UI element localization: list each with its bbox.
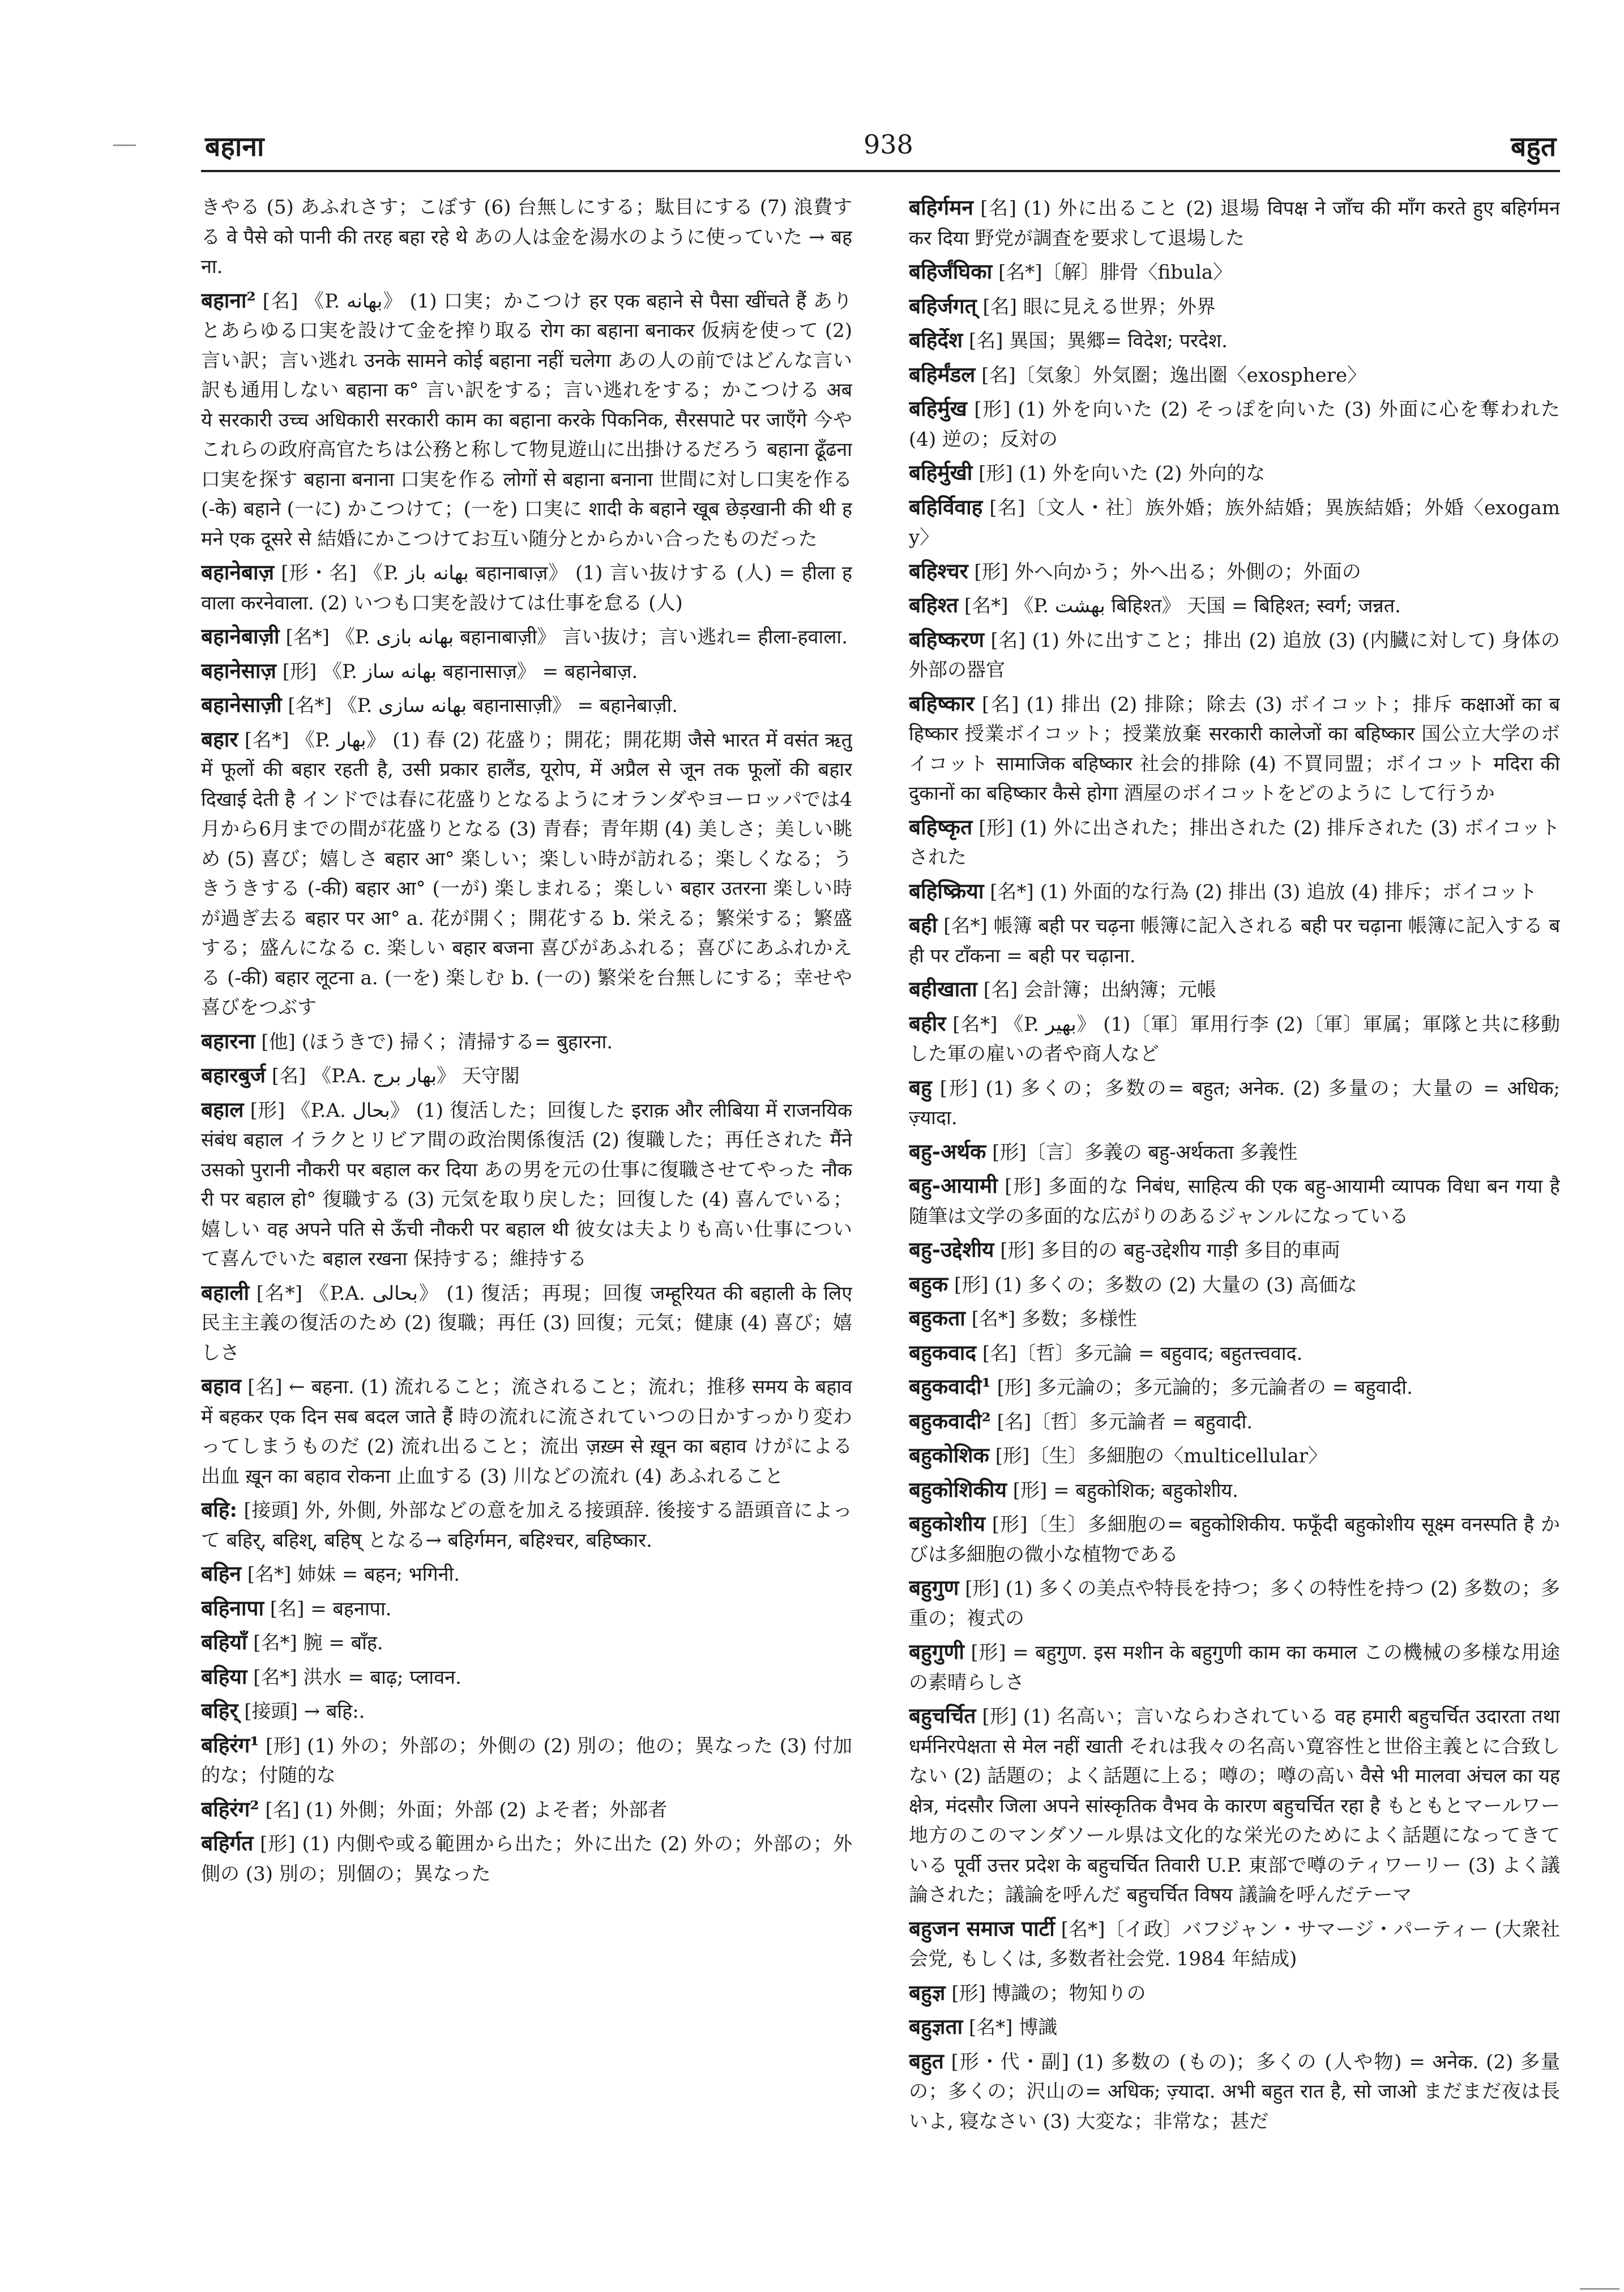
dictionary-entry [909,1009,1560,1069]
entry-definition: [形] (1) 外を向いた (2) 外向的な [978,462,1266,485]
entry-definition: [形] (1) 名高い；言いならわされている वह हमारी बहुचर्चित उदारता तथा धर्मनिरपेक्षता से मेल नहीं खाती それは我々の名高い寛容性と世俗主義とに合致しない (2) 話題の；よく話題に上る；噂の；噂の高い वैसे भी मालवा अंचल का यह क्षेत्र, मंदसौर जिला अपने सांस्कृतिक वैभव के कारण बहुचर्चित रहा है もともとマールワー地方のこのマンダソール県は文化的な栄光のためによく話題になってきている पूर्वी उत्तर प्रदेश के बहुचर्चित तिवारी U.P. 東部で噂のティワーリー (3) よく議論された；議論を呼んだ बहुचर्चित विषय 議論を呼んだテーマ [909,1705,1560,1906]
dictionary-entry [909,1440,1560,1471]
entry-definition: [名*] 多数；多様性 [971,1308,1138,1330]
header-rule [201,170,1560,172]
dictionary-entry [909,1406,1560,1437]
dictionary-entry [201,1095,852,1274]
entry-definition: [名*] 姉妹 = बहन; भगिनी. [247,1563,460,1586]
entry-definition: [形]〔生〕多細胞の= बहुकोशिकीय. फफूँदी बहुकोशीय सूक्ष्म वनस्पति है かびは多細胞の微小な植物である [909,1513,1560,1566]
dictionary-entry [909,1303,1560,1334]
entry-definition: [名*] 《P. بهانه سازی बहानासाज़ी》 = बहानेबाज़ी. [288,694,678,717]
dictionary-entry [909,360,1560,391]
entry-headword: बहिया [201,1663,247,1689]
dictionary-entry [909,876,1560,907]
entry-definition: [名] 会計簿；出納簿；元帳 [983,979,1217,1001]
entry-headword: बहियाँ [201,1629,247,1654]
entry-headword: बहिर्मुखी [909,460,973,485]
entry-headword: बहानेसाज़ [201,658,276,683]
dictionary-entry [909,1137,1560,1168]
entry-headword: बहिरंग¹ [201,1732,259,1757]
dictionary-entry [201,1060,852,1091]
entry-definition: [名*] (1) 外面的な行為 (2) 排出 (3) 追放 (4) 排斥；ボイコット [990,880,1537,903]
entry-definition: [名] ← बहना. (1) 流れること；流されること；流れ；推移 समय के बहाव में बहकर एक दिन सब बदल जाते हैं 時の流れに流されていつの日かすっかり変わってしまうものだ (2) 流れ出ること；流出 ज़ख़्म से ख़ून का बहाव けがによる出血 ख़ून का बहाव रोकना 止血する (3) 川などの流れ (4) あふれること [201,1376,852,1488]
dictionary-entry [201,1627,852,1658]
dictionary-entry [909,2012,1560,2043]
entry-definition: [形] = बहुकोशिक; बहुकोशीय. [1012,1479,1238,1502]
dictionary-entry [909,394,1560,454]
entry-headword: बहुकवादी¹ [909,1374,991,1399]
entry-definition: [名*] 腕 = बाँह. [253,1632,383,1654]
entry-definition: [名]〔文人・社〕族外婚；族外結婚；異族結婚；外婚〈exogamy〉 [909,496,1560,549]
entry-headword: बहुकोशीय [909,1511,985,1536]
dictionary-entry [909,812,1560,873]
entry-definition: [名*] 《P. بهانه بازی बहानाबाज़ी》 言い抜け；言い逃れ= हीला-हवाला. [285,626,848,648]
dictionary-entry [201,557,852,618]
entry-headword: बहानेबाज़ [201,560,275,584]
dictionary-entry [909,910,1560,971]
entry-definition: [名*] 洪水 = बाढ़; प्लावन. [253,1666,461,1689]
dictionary-entry [201,1026,852,1057]
entry-definition: [名]〔哲〕多元論者 = बहुवादी. [997,1410,1253,1433]
entry-definition: [名] 《P. بهانه》 (1) 口実；かこつけ हर एक बहाने से पैसा खींचते हैं ありとあらゆる口実を設けて金を搾り取る रोग का बहाना बनाकर 仮病を使って (2) 言い訳；言い逃れ उनके सामने कोई बहाना नहीं चलेगा あの人の前ではどんな言い訳も通用しない बहाना क° 言い訳をする；言い逃れをする；かこつける अब ये सरकारी उच्च अधिकारी सरकारी काम का बहाना करके पिकनिक, सैरसपाटे पर जाएँगे 今やこれらの政府高官たちは公務と称して物見遊山に出掛けるだろう बहाना ढूँढना 口実を探す बहाना बनाना 口実を作る लोगों से बहाना बनाना 世間に対し口実を作る (-के) बहाने (一に) かこつけて；(一を) 口実に शादी के बहाने खूब छेड़खानी की थी हमने एक दूसरे से 結婚にかこつけてお互い随分とからかい合ったものだった [201,289,852,550]
entry-headword: बहिष्कृत [909,814,973,839]
dictionary-entry [909,1509,1560,1569]
entry-headword: बहानेसाज़ी [201,692,282,717]
entry-definition: [名] 異国；異郷= विदेश; परदेश. [968,330,1228,352]
entry-definition: [形] (1) 多くの；多数の= बहुत; अनेक. (2) 多量の；大量の = अधिक; ज़्यादा. [909,1077,1560,1129]
dictionary-entry [909,2046,1560,2137]
entry-headword: बहुज्ञता [909,2014,963,2039]
entry-headword: बहुकोशिक [909,1442,989,1467]
running-head-left: बहाना [205,131,264,163]
dictionary-entry [201,1371,852,1491]
dictionary-entry [201,1278,852,1368]
entry-headword: बहिश्त [909,592,959,617]
page-number: 938 [864,129,913,160]
entry-definition: [名] (1) 排出 (2) 排除；除去 (3) ボイコット；排斥 कक्षाओं का बहिष्कार 授業ボイコット；授業放棄 सरकारी कालेजों का बहिष्कार 国公立大学のボイコット सामाजिक बहिष्कार 社会的排除 (4) 不買同盟；ボイコット मदिरा की दुकानों का बहिष्कार कैसे होगा 酒屋のボイコットをどのように して行うか [909,693,1560,805]
scan-mark [1580,2288,1619,2290]
entry-headword: बहिश्चर [909,558,968,583]
entry-definition: [形] (1) 外に出された；排出された (2) 排斥された (3) ボイコットされた [909,816,1560,869]
entry-definition: [名*]〔解〕腓骨〈fibula〉 [998,261,1233,284]
entry-headword: बहारबुर्ज [201,1062,266,1087]
right-column [909,193,1560,2277]
entry-headword: बहुकवादी² [909,1408,991,1433]
dictionary-entry [909,291,1560,322]
entry-headword: बहिर्गमन [909,195,973,220]
dictionary-entry [201,1559,852,1590]
entry-definition: [形]〔生〕多細胞の〈multicellular〉 [995,1445,1328,1467]
left-column [201,193,852,2277]
entry-definition: [名] (1) 外側；外面；外部 (2) よそ者；外部者 [265,1798,668,1821]
dictionary-entry [909,689,1560,809]
entry-headword: बहुत [909,2048,944,2073]
entry-headword: बहुगुणी [909,1639,964,1664]
dictionary-entry [909,625,1560,685]
entry-headword: बहिनापा [201,1595,264,1620]
entry-definition: [名*] 博識 [968,2016,1058,2039]
entry-definition: [形] (1) 外の；外部の；外側の (2) 別の；他の；異なった (3) 付加的な；付随的な [201,1734,852,1787]
entry-definition: [形] 多目的の बहु-उद्देशीय गाड़ी 多目的車両 [1000,1239,1340,1262]
dictionary-entry [909,590,1560,621]
entry-definition: [形] 《P. بهانه ساز बहानासाज़》 = बहानेबाज़. [282,660,638,683]
entry-headword: बहुज्ञ [909,1979,946,2005]
entry-headword: बहिष्करण [909,626,984,652]
entry-definition: [名]〔哲〕多元論 = बहुवाद; बहुतत्त्ववाद. [982,1342,1303,1365]
entry-definition: [形] (1) 多くの；多数の (2) 大量の (3) 高価な [954,1273,1357,1296]
entry-definition: [名] 《P.A. بهار برج》 天守閣 [271,1065,520,1087]
entry-headword: बहाव [201,1373,241,1398]
entry-headword: बहुकता [909,1305,965,1330]
entry-headword: बहिन [201,1561,241,1586]
entry-definition: [形] 外へ向かう；外へ出る；外側の；外面の [974,560,1361,583]
entry-definition: [接頭] 外, 外側, 外部などの意を加える接頭辞. 後接する語頭音によって बहिर्, बहिश्, बहिष् となる→ बहिर्गमन, बहिश्चर, बहिष्कार. [201,1499,852,1552]
dictionary-entry [909,1235,1560,1266]
dictionary-entry [201,724,852,1023]
running-head-right: बहुत [1511,131,1557,163]
dictionary-entry [909,1171,1560,1231]
entry-headword: बहिर्जंघिका [909,259,993,284]
dictionary-entry [909,1701,1560,1910]
entry-definition: [形・名] 《P. بهانه باز बहानाबाज़》 (1) 言い抜けする (人) = हीला हवाला करनेवाला. (2) いつも口実を設けては仕事を怠る (人) [201,562,852,614]
dictionary-entry [909,325,1560,356]
entry-headword: बहारना [201,1028,255,1053]
entry-headword: बही [909,912,938,937]
entry-definition: [名*] 《P. بهشت बिहिश्त》 天国 = बिहिश्त; स्वर्ग; जन्नत. [964,595,1401,617]
entry-headword: बहि: [201,1497,238,1522]
entry-definition: [名] (1) 外に出すこと；排出 (2) 追放 (3) (内臓に対して) 身体の外部の器官 [909,629,1560,681]
entry-headword: बहिर् [201,1698,238,1723]
dictionary-entry [909,1073,1560,1133]
entry-headword: बहुकवाद [909,1339,976,1365]
dictionary-entry [909,1372,1560,1403]
entry-headword: बहार [201,726,238,752]
dictionary-entry [909,1338,1560,1369]
entry-headword: बहुगुण [909,1575,959,1600]
entry-definition: [名*] 《P. بهار》 (1) 春 (2) 花盛り；開花；開花期 जैसे भारत में वसंत ऋतु में फूलों की बहार रहती है, उसी प्रकार हालैंड, यूरोप, में अप्रैल से जून तक फूलों की बहार दिखाई देती है インドでは春に花盛りとなるようにオランダやヨーロッパでは4月から6月までの間が花盛りとなる (3) 青春；青年期 (4) 美しさ；美しい眺め (5) 喜び；嬉しさ बहार आ° 楽しい；楽しい時が訪れる；楽しくなる；うきうきする (-की) बहार आ° (一が) 楽しまれる；楽しい बहार उतरना 楽しい時が過ぎ去る बहार पर आ° a. 花が開く；開花する b. 栄える；繁栄する；繁盛する；盛んになる c. 楽しい बहार बजना 喜びがあふれる；喜びにあふれかえる (-की) बहार लूटना a. (一を) 楽しむ b. (一の) 繁栄を台無しにする；幸せや喜びをつぶす [201,728,852,1019]
dictionary-entry [909,1978,1560,2009]
entry-definition: [形] (1) 多くの美点や特長を持つ；多くの特性を持つ (2) 多数の；多重の；複式の [909,1577,1560,1630]
dictionary-entry [201,690,852,721]
entry-headword: बहुक [909,1271,948,1296]
entry-headword: बहीर [909,1010,946,1036]
entry-definition: [接頭] → बहि:. [244,1700,365,1723]
entry-headword: बहु-अर्थक [909,1138,986,1164]
entry-definition: [形・代・副] (1) 多数の (もの)；多くの (人や物) = अनेक. (2) 多量の；多くの；沢山の= अधिक; ज़्यादा. अभी बहुत रात है, सो जाओ まだまだ夜は長いよ, 寝なさい (3) 大変な；非常な；甚だ [909,2050,1560,2133]
entry-definition: [名*] 帳簿 बही पर चढ़ना 帳簿に記入される बही पर चढ़ाना 帳簿に記入する बही पर टाँकना = बही पर चढ़ाना. [909,915,1560,967]
dictionary-entry [909,492,1560,553]
dictionary-entry [201,1828,852,1889]
entry-headword: बहुचर्चित [909,1703,976,1728]
entry-definition: [名] = बहनापा. [270,1597,392,1620]
dictionary-entry [201,1730,852,1791]
entry-headword: बहिर्देश [909,327,963,352]
dictionary-entry [201,621,852,652]
dictionary-entry [909,556,1560,587]
entry-definition: [形] = बहुगुण. इस मशीन के बहुगुणी काम का कमाल この機械の多様な用途の素晴らしさ [909,1641,1560,1694]
entry-definition: [名] 眼に見える世界；外界 [982,295,1216,318]
dictionary-entry [909,1475,1560,1506]
entry-definition: [形] 《P.A. بحال》 (1) 復活した；回復した इराक़ और लीबिया में राजनयिक संबंध बहाल イラクとリビア間の政治関係復活 (2) 復職した；再任された मैंने उसको पुरानी नौकरी पर बहाल कर दिया あの男を元の仕事に復職させてやった नौकरी पर बहाल हो° 復職する (3) 元気を取り戻した；回復した (4) 喜んでいる；嬉しい वह अपने पति से ऊँची नौकरी पर बहाल थी 彼女は夫よりも高い仕事について喜んでいた बहाल रखना 保持する；維持する [201,1099,852,1270]
dictionary-entry [909,257,1560,288]
dictionary-entry [909,1269,1560,1300]
entry-headword: बहिर्जगत् [909,293,977,318]
dictionary-entry [201,1794,852,1825]
entry-definition: [形] 多元論の；多元論的；多元論者の = बहुवादी. [997,1376,1413,1399]
entry-definition: [名*] 《P. بهیر》 (1)〔軍〕軍用行李 (2)〔軍〕軍属；軍隊と共に移動した軍の雇いの者や商人など [909,1013,1560,1065]
entry-definition: [名] (1) 外に出ること (2) 退場 विपक्ष ने जाँच की माँग करते हुए बहिर्गमन कर दिया 野党が調査を要求して退場した [909,197,1560,250]
entry-definition: [名]〔気象〕外気圏；逸出圏〈exosphere〉 [981,364,1367,387]
entry-definition: [名*]〔イ政〕バフジャン・サマージ・パーティー (大衆社会党, もしくは, 多数者社会党. 1984 年結成) [909,1918,1560,1970]
dictionary-entry [201,1593,852,1624]
entry-definition: [形] (1) 外を向いた (2) そっぽを向いた (3) 外面に心を奪われた (4) 逆の；反対の [909,398,1560,451]
dictionary-entry [909,974,1560,1005]
entry-definition: きやる (5) あふれさす；こぼす (6) 台無しにする；駄目にする (7) 浪費する वे पैसे को पानी की तरह बहा रहे थे あの人は金を湯水のように使っていた → बहना. [201,196,852,278]
dictionary-entry [201,656,852,687]
entry-headword: बहिर्मुख [909,396,967,421]
entry-definition: [形] 博識の；物知りの [951,1982,1146,2005]
entry-headword: बहाली [201,1279,250,1305]
dictionary-entry [909,193,1560,253]
dictionary-entry [201,1662,852,1693]
entry-definition: [形]〔言〕多義の बहु-अर्थकता 多義性 [992,1141,1298,1164]
entry-headword: बहिर्विवाह [909,494,983,519]
entry-headword: बहु-आयामी [909,1173,998,1198]
entry-headword: बहु [909,1074,932,1100]
dictionary-entry [201,1696,852,1727]
entry-definition: [形] 多面的な निबंध, साहित्य की एक बहु-आयामी व्यापक विधा बन गया है 随筆は文学の多面的な広がりのあるジャンルになっている [909,1175,1560,1228]
dictionary-entry [201,285,852,554]
entry-headword: बहिरंग² [201,1796,259,1821]
entry-headword: बहु-उद्देशीय [909,1237,994,1262]
entry-headword: बहिर्मंडल [909,361,976,387]
dictionary-entry [201,193,852,282]
entry-definition: [形] (1) 内側や或る範囲から出た；外に出た (2) 外の；外部の；外側の (3) 別の；別個の；異なった [201,1833,852,1885]
dictionary-entry [909,458,1560,489]
dictionary-entry [909,1637,1560,1697]
entry-headword: बहिष्क्रिया [909,878,984,903]
entry-headword: बहुकोशिकीय [909,1476,1007,1502]
dictionary-entry [909,1573,1560,1633]
entry-definition: [他] (ほうきで) 掃く；清掃する= बुहारना. [261,1030,613,1053]
entry-headword: बहानेबाज़ी [201,624,280,648]
dictionary-entry [201,1495,852,1555]
entry-definition: [名*] 《P.A. بحالی》 (1) 復活；再現；回復 जम्हूरियत की बहाली के लिए 民主主義の復活のため (2) 復職；再任 (3) 回復；元気；健康 (4) 喜び；嬉しさ [201,1282,852,1364]
scan-mark [113,144,136,146]
entry-headword: बहिष्कार [909,690,975,716]
entry-headword: बहाल [201,1096,244,1122]
entry-headword: बहीखाता [909,976,977,1001]
entry-headword: बहुजन समाज पार्टी [909,1915,1055,1941]
entry-headword: बहाना² [201,287,256,313]
entry-headword: बहिर्गत [201,1830,254,1855]
dictionary-entry [909,1914,1560,1974]
